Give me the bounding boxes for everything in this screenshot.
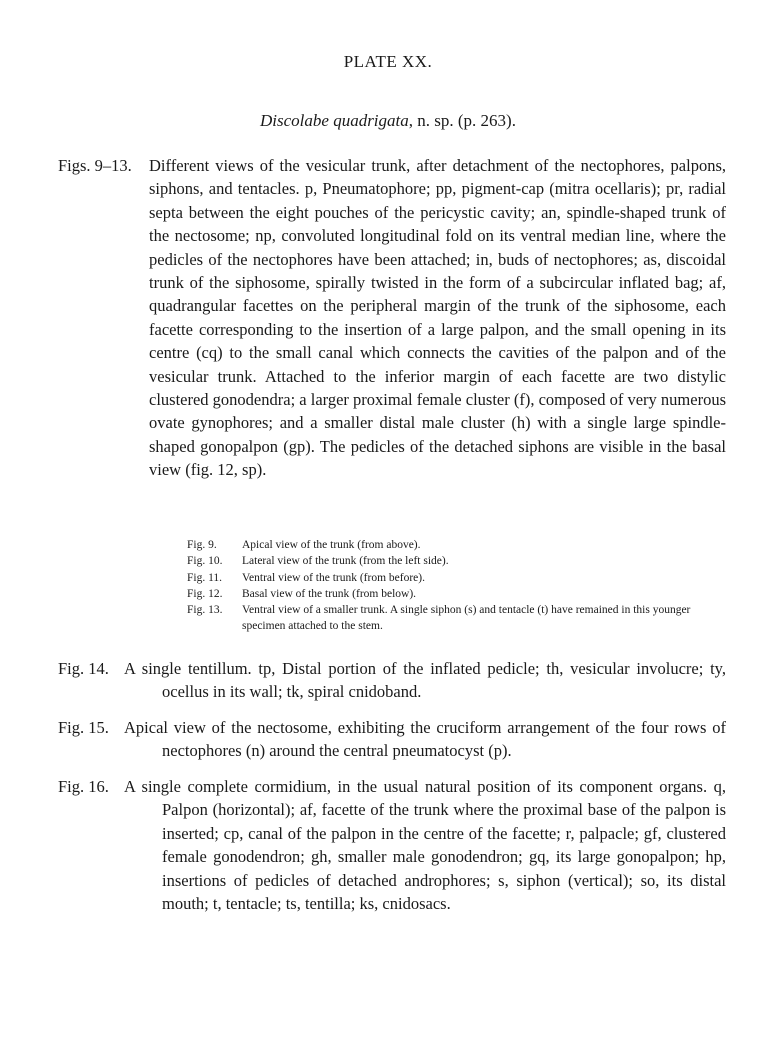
figure-label: Fig. 16. <box>58 777 109 796</box>
figure-entry-16 <box>58 775 726 915</box>
subfigure-label: Fig. 10. <box>187 555 223 568</box>
subfigure-label: Fig. 13. <box>187 604 223 617</box>
subfigure-item <box>187 602 727 635</box>
figure-description: Different views of the vesicular trunk, after detachment of the nectophores, palpons, siphons, and tentacles. p, Pneumatophore; pp, pigment-cap (mitra ocellaris); pr, radial septa between the eight pouches of the pericystic cavity; an, spindle-shaped trunk of the nectosome; np, convoluted longitudinal fold on its ventral median line, where the pedicles of the nectophores have been attached; in, buds of nectophores; as, discoidal trunk of the siphosome, spirally twisted in the form of a subcircular inflated bag; af, quadrangular facettes on the peripheral margin of the trunk of the siphosome, each facette corresponding to the insertion of a large palpon, and the small opening in its centre (cq) to the small canal which connects the cavities of the palpon and of the vesicular trunk. Attached to the inferior margin of each facette are two distylic clustered gonodendra; a larger proximal female cluster (f), composed of very numerous ovate gynophores; and a smaller distal male cluster (h) with a single large spindle-shaped gonopalpon (gp). The pedicles of the detached siphons are visible in the basal view (fig. 12, sp). <box>149 156 726 480</box>
subfigure-text: Ventral view of the trunk (from before). <box>242 571 425 584</box>
figure-description: A single complete cormidium, in the usual natural position of its component organs. q, Palpon (horizontal); af, facette of the trunk where the proximal base of the palpon is inserted; cp, canal of the palpon in the centre of the facette; r, palpacle; gf, clustered female gonodendron; gh, smaller male gonodendron; gq, its large gonopalpon; hp, insertions of pedicles of detached androphores; s, siphon (vertical); so, its distal mouth; t, tentacle; ts, tentilla; ks, cnidosacs. <box>124 777 726 914</box>
species-reference: , n. sp. (p. 263). <box>408 111 516 130</box>
subfigure-text: Basal view of the trunk (from below). <box>242 587 417 600</box>
species-name: Discolabe quadrigata <box>260 111 409 130</box>
subfigure-text: Ventral view of a smaller trunk. A single siphon (s) and tentacle (t) have remained in this younger specimen attached to the stem. <box>242 604 691 633</box>
figure-label: Fig. 15. <box>58 718 109 737</box>
figure-label: Figs. 9–13. <box>58 156 132 175</box>
subfigure-list <box>187 537 727 635</box>
species-heading <box>0 111 776 131</box>
figure-description: Apical view of the nectosome, exhibiting the cruciform arrangement of the four rows of nectophores (n) around the central pneumatocyst (p). <box>124 718 726 761</box>
figure-entry-14 <box>58 657 726 704</box>
subfigure-text: Apical view of the trunk (from above). <box>242 539 421 551</box>
subfigure-label: Fig. 12. <box>187 587 223 600</box>
subfigure-label: Fig. 11. <box>187 571 223 584</box>
figure-entry-9-13 <box>58 154 726 482</box>
figure-entry-15 <box>58 716 726 763</box>
figure-description: A single tentillum. tp, Distal portion of the inflated pedicle; th, vesicular involucre; ty, ocellus in its wall; tk, spiral cnidoband. <box>124 659 726 702</box>
subfigure-item <box>187 586 727 602</box>
subfigure-text: Lateral view of the trunk (from the left side). <box>242 555 449 568</box>
plate-title: PLATE XX. <box>343 52 433 71</box>
figure-label: Fig. 14. <box>58 659 109 678</box>
subfigure-item <box>187 553 727 569</box>
subfigure-label: Fig. 9. <box>187 539 217 551</box>
subfigure-item <box>187 570 727 586</box>
subfigure-item <box>187 537 727 553</box>
